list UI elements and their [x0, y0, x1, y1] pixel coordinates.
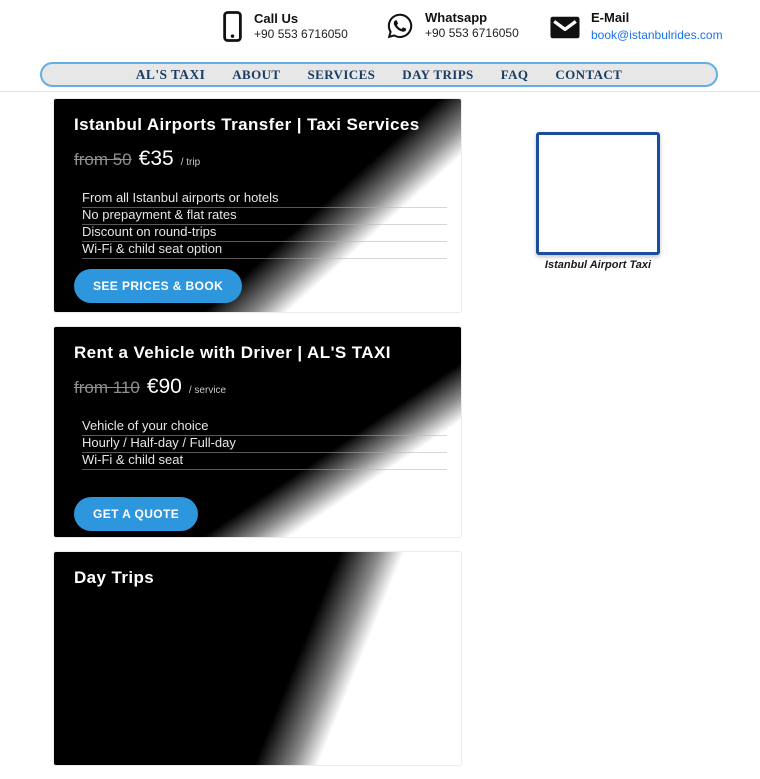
feature-item: Hourly / Half-day / Full-day [82, 436, 447, 453]
price-unit: / trip [180, 157, 201, 168]
services-column [53, 98, 462, 779]
nav-item-day-trips[interactable]: DAY TRIPS [402, 66, 474, 82]
card-title: Rent a Vehicle with Driver | AL'S TAXI [74, 343, 391, 362]
service-card-istanbul-airports-transfer-taxi-services [53, 98, 462, 313]
feature-item: No prepayment & flat rates [82, 208, 447, 225]
old-price: from 50 [74, 150, 132, 169]
nav-item-services[interactable]: SERVICES [307, 66, 376, 82]
email-label: E-Mail [591, 10, 630, 25]
price-row [74, 375, 226, 399]
nav-item-about[interactable]: ABOUT [232, 66, 281, 82]
feature-list [82, 191, 447, 259]
nav-item-al-s-taxi[interactable]: AL'S TAXI [135, 66, 206, 82]
card-title: Istanbul Airports Transfer | Taxi Services [74, 115, 420, 134]
service-card-rent-a-vehicle-with-driver-al-s-taxi [53, 326, 462, 538]
whatsapp-number: +90 553 6716050 [425, 26, 519, 40]
whatsapp-icon [386, 12, 414, 40]
card-title: Day Trips [74, 568, 155, 587]
contact-email [550, 10, 723, 44]
istanbul-airport-taxi-image[interactable] [536, 132, 660, 255]
nav-item-faq[interactable]: FAQ [500, 66, 529, 82]
feature-item: Wi-Fi & child seat [82, 453, 447, 470]
call-us-label: Call Us [254, 11, 299, 26]
get-a-quote-button[interactable]: GET A QUOTE [74, 497, 198, 531]
see-prices-book-button[interactable]: SEE PRICES & BOOK [74, 269, 242, 303]
feature-item: Discount on round-trips [82, 225, 447, 242]
price-unit: / service [188, 385, 227, 396]
envelope-icon [550, 16, 580, 39]
feature-list [82, 419, 447, 470]
call-us-number: +90 553 6716050 [254, 27, 348, 41]
whatsapp-label: Whatsapp [425, 10, 488, 25]
price-row [74, 147, 200, 171]
feature-item: From all Istanbul airports or hotels [82, 191, 447, 208]
email-address-link[interactable]: book@istanbulrides.com [591, 28, 723, 42]
feature-item: Vehicle of your choice [82, 419, 447, 436]
service-card-day-trips [53, 551, 462, 766]
mobile-phone-icon [222, 10, 243, 43]
image-caption: Istanbul Airport Taxi [544, 259, 652, 271]
contact-call [222, 10, 348, 43]
main-nav [40, 62, 718, 87]
nav-item-contact[interactable]: CONTACT [555, 66, 623, 82]
contact-whatsapp [386, 10, 519, 41]
current-price: €90 [146, 375, 182, 398]
current-price: €35 [138, 147, 174, 170]
header-divider [0, 91, 760, 92]
old-price: from 110 [74, 378, 140, 397]
feature-item: Wi-Fi & child seat option [82, 242, 447, 259]
